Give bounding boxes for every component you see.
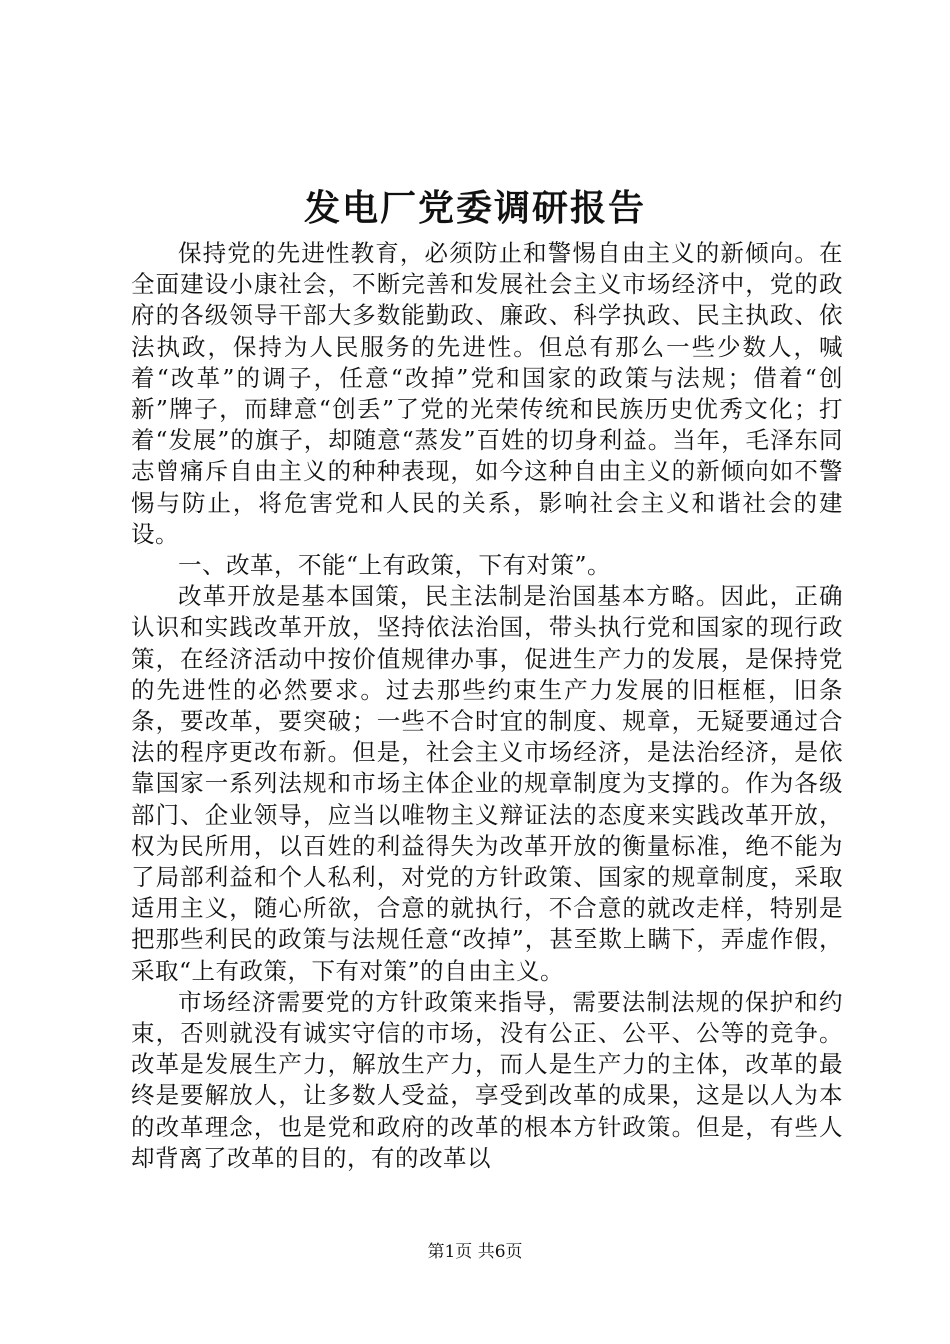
document-body (131, 238, 843, 1174)
document-title: 发电厂党委调研报告 (303, 187, 646, 229)
paragraph-market: 市场经济需要党的方针政策来指导，需要法制法规的保护和约束，否则就没有诚实守信的市场，没有公正、公平、公等的竞争。改革是发展生产力，解放生产力，而人是生产力的主体，改革的最终是要解放人，让多数人受益，享受到改革的成果，这是以人为本的改革理念，也是党和政府的改革的根本方针政策。但是，有些人却背离了改革的目的，有的改革以 (131, 987, 843, 1172)
paragraph-intro: 保持党的先进性教育，必须防止和警惕自由主义的新倾向。在全面建设小康社会，不断完善和发展社会主义市场经济中，党的政府的各级领导干部大多数能勤政、廉政、科学执政、民主执政、依法执政，保持为人民服务的先进性。但总有那么一些少数人，喊着“改革”的调子，任意“改掉”党和国家的政策与法规；借着“创新”牌子，而肆意“创丢”了党的光荣传统和民族历史优秀文化；打着“发展”的旗子，却随意“蒸发”百姓的切身利益。当年，毛泽东同志曾痛斥自由主义的种种表现，如今这种自由主义的新倾向如不警惕与防止，将危害党和人民的关系，影响社会主义和谐社会的建设。 (131, 239, 843, 548)
section-heading-1: 一、改革，不能“上有政策，下有对策”。 (178, 551, 612, 580)
paragraph-reform: 改革开放是基本国策，民主法制是治国基本方略。因此，正确认识和实践改革开放，坚持依法治国，带头执行党和国家的现行政策，在经济活动中按价值规律办事，促进生产力的发展，是保持党的先进性的必然要求。过去那些约束生产力发展的旧框框，旧条条，要改革，要突破；一些不合时宜的制度、规章，无疑要通过合法的程序更改布新。但是，社会主义市场经济，是法治经济，是依靠国家一系列法规和市场主体企业的规章制度为支撑的。作为各级部门、企业领导，应当以唯物主义辩证法的态度来实践改革开放，权为民所用，以百姓的利益得失为改革开放的衡量标准，绝不能为了局部利益和个人私利，对党的方针政策、国家的规章制度，采取适用主义，随心所欲，合意的就执行，不合意的就改走样，特别是把那些利民的政策与法规任意“改掉”，甚至欺上瞒下，弄虚作假，采取“上有政策，下有对策”的自由主义。 (131, 582, 843, 985)
page-number: 第1页 共6页 (427, 1242, 523, 1262)
